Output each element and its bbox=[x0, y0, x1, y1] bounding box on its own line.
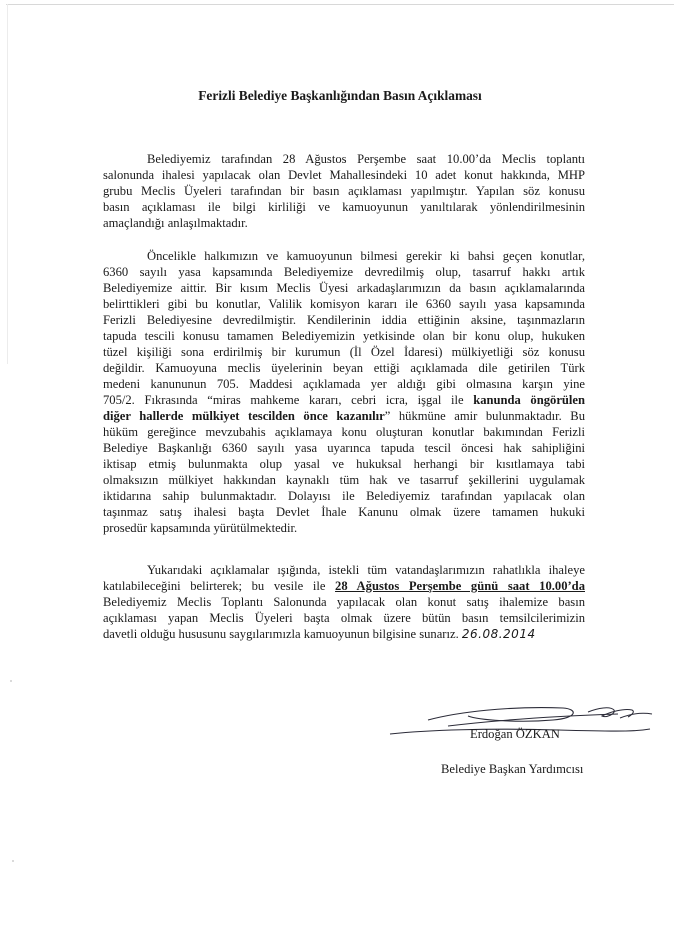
signer-title: Belediye Başkan Yardımcısı bbox=[441, 762, 584, 776]
text-line: iktisap etmiş bulunmakta olup yasal ve hukuksal herhangi bir kısıtlamaya tabi bbox=[103, 457, 585, 471]
text-line: belirttikleri gibi bu konutlar, Valilik komisyon kararı ile 6360 sayılı yasa kapsamında bbox=[103, 297, 585, 311]
text-line bbox=[103, 626, 585, 642]
text-fragment: 705/2. Fıkrasında “miras mahkeme kararı, cebri icra, işgal ile bbox=[103, 393, 474, 407]
text-fragment: katılabileceğini belirterek; bu vesile ile bbox=[103, 579, 336, 593]
text-line: Ferizli Belediyesine devredilmiştir. Kendilerinin iddia ettiğinin aksine, taşınmazların bbox=[103, 313, 585, 327]
scan-speck bbox=[12, 860, 14, 862]
text-line: salonunda ihalesi yapılacak olan Devlet Mahallesindeki 10 adet konut hakkında, MHP bbox=[103, 168, 585, 182]
emphasis-text: diğer hallerde mülkiyet tescilden önce kazanılır bbox=[103, 409, 385, 423]
text-fragment: davetli olduğu hususunu saygılarımızla kamuoyunun bilgisine sunarız. bbox=[103, 627, 459, 641]
text-line: 6360 sayılı yasa kapsamında Belediyemize devredilmiş olup, tasarruf hakkı artık bbox=[103, 265, 585, 279]
text-line: prosedür kapsamında yürütülmektedir. bbox=[103, 521, 298, 535]
text-line: grubu Meclis Üyeleri tarafından bir basın açıklaması yapılmıştır. Yapılan söz konusu bbox=[103, 184, 585, 198]
handwritten-date: 26.08.2014 bbox=[461, 627, 536, 641]
text-line: tapuda tescili konusu tamamen Belediyemizin yetkisinde olan bir konu olup, hukuken bbox=[103, 329, 585, 343]
text-fragment: ” hükmüne amir bulunmaktadır. Bu bbox=[384, 409, 585, 423]
text-line: olmaksızın mülkiyet hakkından kaynaklı tüm hak ve tasarruf şekillerini uygulamak bbox=[103, 473, 585, 487]
text-line: amaçlandığı anlaşılmaktadır. bbox=[103, 216, 248, 230]
paragraph-intro bbox=[103, 151, 585, 231]
text-line: tüzel kişiliği sona erdirilmiş bir kurumun (İl Özel İdaresi) mülkiyetliği söz konusu bbox=[103, 345, 585, 359]
text-line: medeni kanununun 705. Maddesi açıklamada yer aldığı gibi olmasına karşın yine bbox=[103, 377, 585, 391]
text-line: iktidarına sahip bulunmaktadır. Dolayısı ile Belediyemiz tarafından yapılacak olan bbox=[103, 489, 585, 503]
text-line: Belediyemize aittir. Bir kısım Meclis Üyesi arkadaşlarımızın da basın açıklamalarında bbox=[103, 281, 585, 295]
text-line: Öncelikle halkımızın ve kamuoyunun bilmesi gerekir ki bahsi geçen konutlar, bbox=[147, 249, 585, 263]
scan-speck bbox=[10, 680, 12, 682]
paragraph-explanation bbox=[103, 248, 585, 536]
signer-name: Erdoğan ÖZKAN bbox=[470, 727, 560, 741]
scan-top-edge bbox=[6, 4, 674, 5]
emphasis-text: 28 Ağustos Perşembe günü saat 10.00’da bbox=[335, 579, 585, 593]
scan-left-edge bbox=[7, 4, 8, 364]
text-line: taşınmaz satış ihalesi başta Devlet İhale Kanunu olmak üzere tamamen hukuki bbox=[103, 505, 585, 519]
text-line: değildir. Kamuoyuna meclis üyelerinin beyan ettiği açıklamada dile getirilen Türk bbox=[103, 361, 585, 375]
text-line: açıklaması yapan Meclis Üyeleri başta olmak üzere bütün basın temsilcilerimizin bbox=[103, 611, 585, 625]
emphasis-text: kanunda öngörülen bbox=[473, 393, 586, 407]
text-line: Belediyemiz tarafından 28 Ağustos Perşembe saat 10.00’da Meclis toplantı bbox=[147, 152, 585, 166]
paragraph-invitation bbox=[103, 562, 585, 642]
text-line: Belediyemiz Meclis Toplantı Salonunda yapılacak olan konut satış ihalemize basın bbox=[103, 595, 585, 609]
text-line: basın açıklaması ile bilgi kirliliği ve kamuoyunun yanıltılarak yönlendirilmesinin bbox=[103, 200, 585, 214]
text-line: Belediye Başkanlığı 6360 sayılı yasa uyarınca tapuda tescil öncesi hak sahipliğini bbox=[103, 441, 585, 455]
text-line bbox=[103, 408, 585, 424]
text-line bbox=[103, 392, 585, 408]
text-line: hüküm gereğince mevzubahis açıklamaya konu oluşturan konutlar bakımından Ferizli bbox=[103, 425, 585, 439]
document-title: Ferizli Belediye Başkanlığından Basın Açıklaması bbox=[198, 88, 482, 103]
text-line: Yukarıdaki açıklamalar ışığında, istekli tüm vatandaşlarımızın rahatlıkla ihaleye bbox=[147, 563, 585, 577]
text-line bbox=[103, 578, 585, 594]
